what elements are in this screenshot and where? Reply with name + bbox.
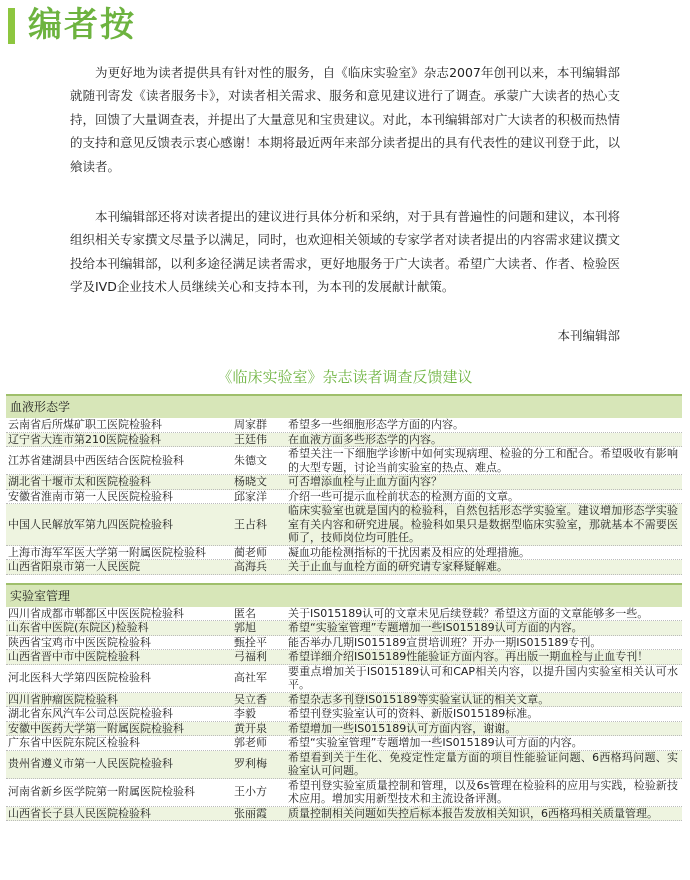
table-row bbox=[6, 546, 682, 561]
table-row bbox=[6, 665, 682, 693]
person-cell: 郭旭 bbox=[234, 621, 256, 634]
unit-cell: 江苏省建湖县中西医结合医院检验科 bbox=[8, 453, 184, 467]
suggestion-cell: 希望“实验室管理”专题增加一些IS015189认可方面的内容。 bbox=[288, 736, 583, 749]
unit-cell: 山东省中医院(东院区)检验科 bbox=[8, 621, 149, 634]
unit-cell: 四川省肿瘤医院检验科 bbox=[8, 692, 118, 706]
section-heading-hematology: 血液形态学 bbox=[6, 394, 682, 418]
person-cell: 邱家洋 bbox=[234, 489, 267, 503]
table-row bbox=[6, 447, 682, 475]
person-cell: 李毅 bbox=[234, 707, 256, 720]
person-cell: 朱德文 bbox=[234, 453, 267, 467]
suggestion-cell: 介绍一些可提示血栓前状态的检测方面的文章。 bbox=[288, 489, 519, 503]
unit-cell: 山西省阳泉市第一人民医院 bbox=[8, 560, 140, 573]
unit-cell: 湖北省东风汽车公司总医院检验科 bbox=[8, 707, 173, 720]
unit-cell: 云南省后所煤矿职工医院检验科 bbox=[8, 418, 162, 431]
suggestion-cell: 能否举办几期IS015189宣贯培训班？开办一期IS015189专刊。 bbox=[288, 635, 602, 649]
unit-cell: 湖北省十堰市太和医院检验科 bbox=[8, 475, 151, 488]
unit-cell: 广东省中医院东院区检验科 bbox=[8, 736, 140, 749]
table-row bbox=[6, 779, 682, 807]
unit-cell: 山西省长子县人民医院检验科 bbox=[8, 806, 151, 820]
table-row bbox=[6, 433, 682, 448]
table-row bbox=[6, 722, 682, 737]
table-row bbox=[6, 504, 682, 546]
suggestion-cell: 希望杂志多刊登IS015189等实验室认证的相关文章。 bbox=[288, 692, 550, 706]
table-row bbox=[6, 475, 682, 490]
person-cell: 高社军 bbox=[234, 671, 267, 685]
person-cell: 弓福利 bbox=[234, 650, 267, 663]
suggestion-cell: 希望多一些细胞形态学方面的内容。 bbox=[288, 418, 464, 431]
person-cell: 张丽霞 bbox=[234, 806, 267, 820]
unit-cell: 陕西省宝鸡市中医医院检验科 bbox=[8, 635, 151, 649]
person-cell: 王小方 bbox=[234, 785, 267, 799]
suggestion-cell: 凝血功能检测指标的干扰因素及相应的处理措施。 bbox=[288, 545, 530, 559]
unit-cell: 河南省新乡医学院第一附属医院检验科 bbox=[8, 785, 195, 799]
unit-cell: 河北医科大学第四医院检验科 bbox=[8, 671, 151, 685]
suggestion-cell: 希望刊登实验室质量控制和管理，以及6s管理在检验科的应用与实践，检验新技术应用。增加实用新型技术和主流设备评测。 bbox=[288, 778, 678, 805]
unit-cell: 辽宁省大连市第210医院检验科 bbox=[8, 432, 161, 446]
person-cell: 匿名 bbox=[234, 606, 256, 620]
table-row bbox=[6, 707, 682, 722]
person-cell: 蔺老师 bbox=[234, 545, 267, 559]
suggestion-cell: 质量控制相关问题如失控后标本报告发放相关知识，6西格玛相关质量管理。 bbox=[288, 806, 658, 820]
suggestion-cell: 希望看到关于生化、免疫定性定量方面的项目性能验证问题、6西格玛问题、实验室认可问题。 bbox=[288, 750, 678, 777]
person-cell: 甄拴平 bbox=[234, 635, 267, 649]
editorial-paragraph-2: 本刊编辑部还将对读者提出的建议进行具体分析和采纳，对于具有普遍性的问题和建议，本刊将组织相关专家撰文尽量予以满足，同时，也欢迎相关领域的专家学者对读者提出的内容需求建议撰文投给本刊编辑部，以利多途径满足读者需求，更好地服务于广大读者。希望广大读者、作者、检验医学及IVD企业技术人员继续关心和支持本刊，为本刊的发展献计献策。 bbox=[70, 209, 621, 295]
survey-table bbox=[6, 394, 682, 821]
person-cell: 王占科 bbox=[234, 517, 267, 531]
suggestion-cell: 希望刊登实验室认可的资料、新版IS015189标准。 bbox=[288, 707, 539, 720]
section-heading-lab-management: 实验室管理 bbox=[6, 583, 682, 607]
person-cell: 吴立香 bbox=[234, 692, 267, 706]
person-cell: 杨晓文 bbox=[234, 475, 267, 488]
unit-cell: 安徽省淮南市第一人民医院检验科 bbox=[8, 489, 173, 503]
table-row bbox=[6, 636, 682, 651]
editorial-signature: 本刊编辑部 bbox=[557, 328, 620, 343]
unit-cell: 安徽中医药大学第一附属医院检验科 bbox=[8, 721, 184, 735]
table-row bbox=[6, 650, 682, 665]
unit-cell: 中国人民解放军第九四医院检验科 bbox=[8, 517, 173, 531]
suggestion-cell: 希望关注一下细胞学诊断中如何实现病理、检验的分工和配合。希望吸收有影响的大型专题，讨论当前实验室的热点、难点。 bbox=[288, 447, 678, 474]
table-row bbox=[6, 621, 682, 636]
unit-cell: 上海市海军军医大学第一附属医院检验科 bbox=[8, 545, 206, 559]
title-accent-bar bbox=[8, 8, 15, 44]
suggestion-cell: 临床实验室也就是国内的检验科，自然包括形态学实验室。建议增加形态学实验室有关内容和研究进展。检验科如果只是数据型临床实验室，那就基本不需要医师了，技师岗位均可胜任。 bbox=[288, 504, 678, 544]
person-cell: 郭老师 bbox=[234, 736, 267, 749]
unit-cell: 四川省成都市郫都区中医医院检验科 bbox=[8, 606, 184, 620]
person-cell: 高海兵 bbox=[234, 560, 267, 573]
table-row bbox=[6, 736, 682, 751]
section-rows-lab-management bbox=[6, 607, 682, 822]
table-row bbox=[6, 751, 682, 779]
survey-table-title: 《临床实验室》杂志读者调查反馈建议 bbox=[217, 368, 473, 386]
suggestion-cell: 希望增加一些IS015189认可方面内容，谢谢。 bbox=[288, 721, 517, 735]
person-cell: 周家群 bbox=[234, 418, 267, 431]
editorial-paragraph-1: 为更好地为读者提供具有针对性的服务，自《临床实验室》杂志2007年创刊以来，本刊编辑部就随刊寄发《读者服务卡》，对读者相关需求、服务和意见建议进行了调查。承蒙广大读者的热心支持，回馈了大量调查表，并提出了大量意见和宝贵建议。对此，本刊编辑部对广大读者的积极而热情的支持和意见反馈表示衷心感谢！本期将最近两年来部分读者提出的具有代表性的建议刊登于此，以飨读者。 bbox=[70, 65, 621, 174]
unit-cell: 贵州省遵义市第一人民医院检验科 bbox=[8, 757, 173, 771]
suggestion-cell: 在血液方面多些形态学的内容。 bbox=[288, 432, 442, 446]
table-row bbox=[6, 418, 682, 433]
table-row bbox=[6, 693, 682, 708]
suggestion-cell: 希望详细介绍IS015189性能验证方面内容。再出版一期血栓与止血专刊！ bbox=[288, 650, 649, 663]
suggestion-cell: 可否增添血栓与止血方面内容？ bbox=[288, 475, 442, 488]
table-row bbox=[6, 607, 682, 622]
page-title: 编者按 bbox=[28, 5, 136, 45]
person-cell: 罗利梅 bbox=[234, 757, 267, 771]
unit-cell: 山西省晋中市中医院检验科 bbox=[8, 650, 140, 663]
table-row bbox=[6, 560, 682, 575]
person-cell: 王廷伟 bbox=[234, 432, 267, 446]
suggestion-cell: 要重点增加关于IS015189认可和CAP相关内容，以提升国内实验室相关认可水平。 bbox=[288, 664, 678, 691]
table-row bbox=[6, 490, 682, 505]
person-cell: 黄开泉 bbox=[234, 721, 267, 735]
suggestion-cell: 希望“实验室管理”专题增加一些IS015189认可方面的内容。 bbox=[288, 621, 583, 634]
section-rows-hematology bbox=[6, 418, 682, 575]
suggestion-cell: 关于止血与血栓方面的研究请专家释疑解难。 bbox=[288, 560, 508, 573]
suggestion-cell: 关于IS015189认可的文章未见后续登载？希望这方面的文章能够多一些。 bbox=[288, 606, 649, 620]
table-row bbox=[6, 807, 682, 822]
